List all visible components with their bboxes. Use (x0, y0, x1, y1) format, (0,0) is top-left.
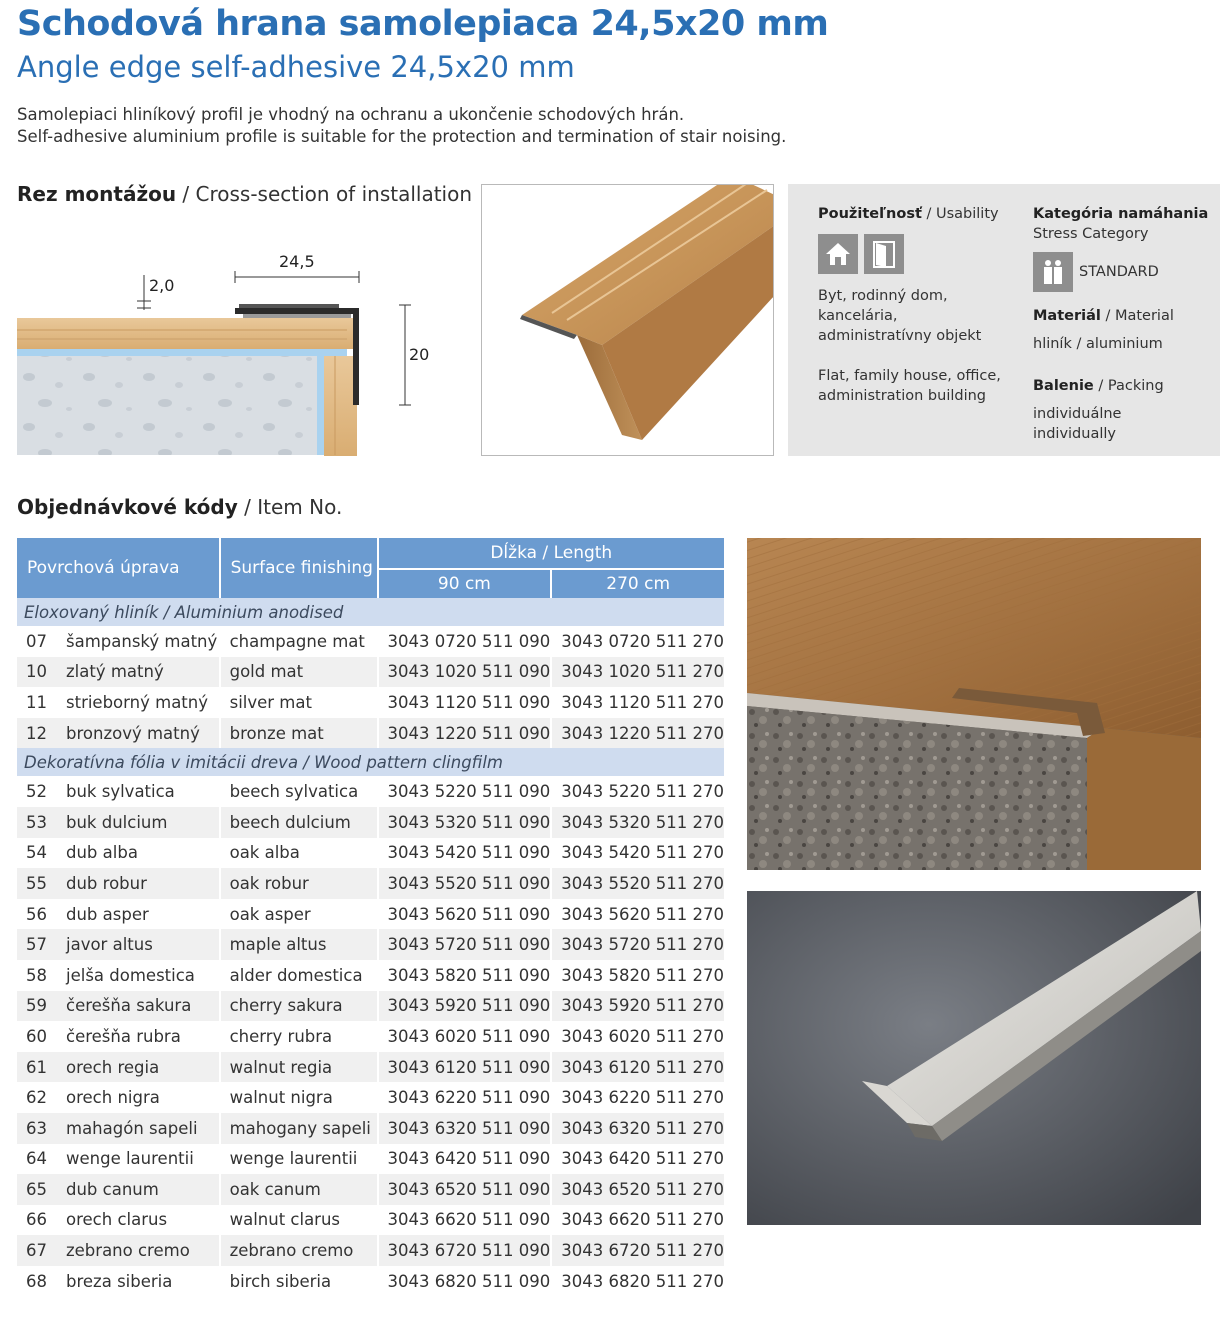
finish-number: 12 (26, 723, 47, 743)
description-en: Self-adhesive aluminium profile is suitable for the protection and termination of stair noising. (17, 127, 787, 146)
code-90: 3043 6720 511 090 (378, 1235, 552, 1266)
table-row (17, 1266, 725, 1297)
surface-sk-cell (17, 807, 220, 838)
cross-section-heading (17, 182, 472, 206)
details-column (1033, 204, 1213, 444)
finish-name-sk: zebrano cremo (66, 1241, 190, 1261)
finish-name-en: oak asper (220, 899, 378, 930)
surface-sk-cell (17, 1205, 220, 1236)
finish-name-sk: breza siberia (66, 1271, 173, 1291)
code-90: 3043 5320 511 090 (378, 807, 552, 838)
finish-number: 57 (26, 935, 47, 955)
cross-section-diagram (17, 215, 467, 460)
code-90: 3043 1020 511 090 (378, 657, 552, 688)
surface-sk-cell (17, 868, 220, 899)
dim-height-label: 20 (409, 345, 430, 364)
finish-number: 54 (26, 843, 47, 863)
table-row (17, 807, 725, 838)
finish-number: 67 (26, 1241, 47, 1261)
code-90: 3043 5220 511 090 (378, 776, 552, 807)
finish-name-en: alder domestica (220, 960, 378, 991)
code-270: 3043 5620 511 270 (551, 899, 725, 930)
dim-width-label: 24,5 (279, 252, 315, 271)
info-panel (788, 184, 1220, 456)
finish-name-en: cherry rubra (220, 1021, 378, 1052)
group-label: Dekoratívna fólia v imitácii dreva / Wood pattern clingfilm (17, 748, 725, 776)
finish-number: 56 (26, 904, 47, 924)
code-90: 3043 1120 511 090 (378, 687, 552, 718)
usability-label-en: / Usability (921, 206, 999, 222)
page-title: Schodová hrana samolepiaca 24,5x20 mm (17, 4, 829, 44)
silver-profile-photo (747, 891, 1201, 1225)
finish-name-sk: wenge laurentii (66, 1149, 194, 1169)
surface-sk-cell (17, 899, 220, 930)
people-icon (1033, 252, 1073, 292)
surface-sk-cell (17, 1235, 220, 1266)
finish-name-en: beech sylvatica (220, 776, 378, 807)
surface-sk-cell (17, 1144, 220, 1175)
group-row (17, 598, 725, 626)
code-90: 3043 6820 511 090 (378, 1266, 552, 1297)
finish-name-sk: strieborný matný (66, 692, 208, 712)
code-90: 3043 6120 511 090 (378, 1052, 552, 1083)
code-90: 3043 6620 511 090 (378, 1205, 552, 1236)
code-270: 3043 5820 511 270 (551, 960, 725, 991)
surface-sk-cell (17, 657, 220, 688)
code-270: 3043 1020 511 270 (551, 657, 725, 688)
material-label-sk: Materiál (1033, 308, 1101, 324)
table-row (17, 991, 725, 1022)
finish-name-sk: dub robur (66, 873, 147, 893)
finish-number: 68 (26, 1271, 47, 1291)
packing-value-sk: individuálne (1033, 406, 1122, 422)
code-270: 3043 6520 511 270 (551, 1174, 725, 1205)
description (17, 104, 786, 148)
finish-name-sk: jelša domestica (66, 965, 195, 985)
code-270: 3043 6620 511 270 (551, 1205, 725, 1236)
material-label-en: / Material (1100, 308, 1174, 324)
finish-number: 62 (26, 1088, 47, 1108)
col-surface-sk: Povrchová úprava (17, 538, 220, 598)
packing-label-en: / Packing (1093, 378, 1164, 394)
surface-sk-cell (17, 1113, 220, 1144)
surface-sk-cell (17, 1021, 220, 1052)
order-heading-sk: Objednávkové kódy (17, 495, 238, 519)
packing-value-en: individually (1033, 426, 1116, 442)
order-codes-table (17, 538, 726, 1296)
stair-edge-photo (747, 538, 1201, 870)
code-270: 3043 1120 511 270 (551, 687, 725, 718)
code-270: 3043 6220 511 270 (551, 1082, 725, 1113)
finish-name-en: oak robur (220, 868, 378, 899)
finish-number: 55 (26, 873, 47, 893)
code-270: 3043 5320 511 270 (551, 807, 725, 838)
finish-number: 11 (26, 692, 47, 712)
code-270: 3043 5520 511 270 (551, 868, 725, 899)
finish-name-sk: orech nigra (66, 1088, 160, 1108)
table-row (17, 960, 725, 991)
finish-name-sk: dub alba (66, 843, 138, 863)
usability-label-sk: Použiteľnosť (818, 206, 922, 222)
finish-number: 61 (26, 1057, 47, 1077)
finish-name-en: cherry sakura (220, 991, 378, 1022)
page-subtitle: Angle edge self-adhesive 24,5x20 mm (17, 50, 575, 84)
code-90: 3043 5920 511 090 (378, 991, 552, 1022)
finish-number: 10 (26, 662, 47, 682)
surface-sk-cell (17, 929, 220, 960)
code-270: 3043 5220 511 270 (551, 776, 725, 807)
profile-photo (481, 184, 774, 456)
col-length: Dĺžka / Length (378, 538, 725, 569)
finish-name-en: walnut regia (220, 1052, 378, 1083)
code-90: 3043 6020 511 090 (378, 1021, 552, 1052)
finish-name-sk: čerešňa sakura (66, 996, 192, 1016)
stress-value: STANDARD (1079, 264, 1159, 280)
surface-sk-cell (17, 838, 220, 869)
finish-name-sk: čerešňa rubra (66, 1026, 181, 1046)
code-270: 3043 6020 511 270 (551, 1021, 725, 1052)
code-270: 3043 5420 511 270 (551, 838, 725, 869)
code-270: 3043 5720 511 270 (551, 929, 725, 960)
finish-number: 66 (26, 1210, 47, 1230)
finish-name-sk: buk dulcium (66, 812, 168, 832)
surface-sk-cell (17, 1266, 220, 1297)
table-row (17, 1144, 725, 1175)
finish-name-sk: bronzový matný (66, 723, 200, 743)
table-row (17, 626, 725, 657)
code-90: 3043 6420 511 090 (378, 1144, 552, 1175)
door-icon (864, 234, 904, 274)
code-90: 3043 5520 511 090 (378, 868, 552, 899)
code-90: 3043 5620 511 090 (378, 899, 552, 930)
code-90: 3043 6320 511 090 (378, 1113, 552, 1144)
order-heading (17, 495, 342, 519)
finish-name-sk: dub canum (66, 1179, 159, 1199)
code-270: 3043 5920 511 270 (551, 991, 725, 1022)
table-row (17, 838, 725, 869)
surface-sk-cell (17, 1082, 220, 1113)
finish-number: 59 (26, 996, 47, 1016)
finish-name-sk: buk sylvatica (66, 782, 175, 802)
code-90: 3043 5820 511 090 (378, 960, 552, 991)
surface-sk-cell (17, 776, 220, 807)
code-90: 3043 6220 511 090 (378, 1082, 552, 1113)
finish-name-en: champagne mat (220, 626, 378, 657)
surface-sk-cell (17, 960, 220, 991)
finish-name-en: gold mat (220, 657, 378, 688)
usability-column (818, 204, 1008, 406)
surface-sk-cell (17, 718, 220, 749)
surface-sk-cell (17, 626, 220, 657)
finish-name-sk: javor altus (66, 935, 153, 955)
cross-section-heading-en: / Cross-section of installation (176, 182, 473, 206)
col-surface-en: Surface finishing (220, 538, 378, 598)
table-row (17, 718, 725, 749)
finish-name-en: maple altus (220, 929, 378, 960)
table-row (17, 1082, 725, 1113)
code-270: 3043 6420 511 270 (551, 1144, 725, 1175)
finish-name-en: birch siberia (220, 1266, 378, 1297)
finish-name-sk: mahagón sapeli (66, 1118, 198, 1138)
table-row (17, 1052, 725, 1083)
stress-label-sk: Kategória namáhania (1033, 206, 1209, 222)
table-row (17, 776, 725, 807)
table-row (17, 1235, 725, 1266)
finish-number: 58 (26, 965, 47, 985)
code-270: 3043 6320 511 270 (551, 1113, 725, 1144)
code-90: 3043 6520 511 090 (378, 1174, 552, 1205)
finish-number: 53 (26, 812, 47, 832)
cross-section-heading-sk: Rez montážou (17, 182, 177, 206)
table-row (17, 1174, 725, 1205)
table-row (17, 899, 725, 930)
table-row (17, 1113, 725, 1144)
code-270: 3043 1220 511 270 (551, 718, 725, 749)
usability-text-en: Flat, family house, office, administration building (818, 368, 1001, 404)
finish-number: 64 (26, 1149, 47, 1169)
surface-sk-cell (17, 1174, 220, 1205)
surface-sk-cell (17, 1052, 220, 1083)
col-90: 90 cm (378, 569, 552, 598)
finish-number: 60 (26, 1026, 47, 1046)
finish-name-en: silver mat (220, 687, 378, 718)
usability-text-sk: Byt, rodinný dom, kancelária, administratívny objekt (818, 288, 982, 344)
table-row (17, 868, 725, 899)
order-heading-en: / Item No. (237, 495, 343, 519)
packing-label-sk: Balenie (1033, 378, 1094, 394)
table-row (17, 929, 725, 960)
material-value: hliník / aluminium (1033, 336, 1163, 352)
table-row (17, 1021, 725, 1052)
code-90: 3043 0720 511 090 (378, 626, 552, 657)
dim-thickness-label: 2,0 (149, 276, 175, 295)
finish-name-sk: šampanský matný (66, 631, 218, 651)
finish-name-en: bronze mat (220, 718, 378, 749)
finish-name-en: walnut clarus (220, 1205, 378, 1236)
finish-name-en: oak alba (220, 838, 378, 869)
finish-name-sk: dub asper (66, 904, 149, 924)
code-270: 3043 6720 511 270 (551, 1235, 725, 1266)
finish-number: 07 (26, 631, 47, 651)
code-270: 3043 6820 511 270 (551, 1266, 725, 1297)
col-270: 270 cm (551, 569, 725, 598)
stress-label-en: Stress Category (1033, 226, 1149, 242)
code-90: 3043 5420 511 090 (378, 838, 552, 869)
table-row (17, 1205, 725, 1236)
code-270: 3043 0720 511 270 (551, 626, 725, 657)
finish-name-en: wenge laurentii (220, 1144, 378, 1175)
finish-name-en: oak canum (220, 1174, 378, 1205)
finish-name-en: mahogany sapeli (220, 1113, 378, 1144)
finish-name-en: walnut nigra (220, 1082, 378, 1113)
house-icon (818, 234, 858, 274)
finish-name-sk: orech regia (66, 1057, 160, 1077)
finish-number: 65 (26, 1179, 47, 1199)
finish-name-sk: zlatý matný (66, 662, 164, 682)
group-row (17, 748, 725, 776)
surface-sk-cell (17, 687, 220, 718)
group-label: Eloxovaný hliník / Aluminium anodised (17, 598, 725, 626)
surface-sk-cell (17, 991, 220, 1022)
code-90: 3043 1220 511 090 (378, 718, 552, 749)
finish-name-en: zebrano cremo (220, 1235, 378, 1266)
finish-name-en: beech dulcium (220, 807, 378, 838)
table-row (17, 657, 725, 688)
finish-number: 52 (26, 782, 47, 802)
code-90: 3043 5720 511 090 (378, 929, 552, 960)
table-row (17, 687, 725, 718)
finish-number: 63 (26, 1118, 47, 1138)
finish-name-sk: orech clarus (66, 1210, 168, 1230)
description-sk: Samolepiaci hliníkový profil je vhodný na ochranu a ukončenie schodových hrán. (17, 105, 685, 124)
code-270: 3043 6120 511 270 (551, 1052, 725, 1083)
